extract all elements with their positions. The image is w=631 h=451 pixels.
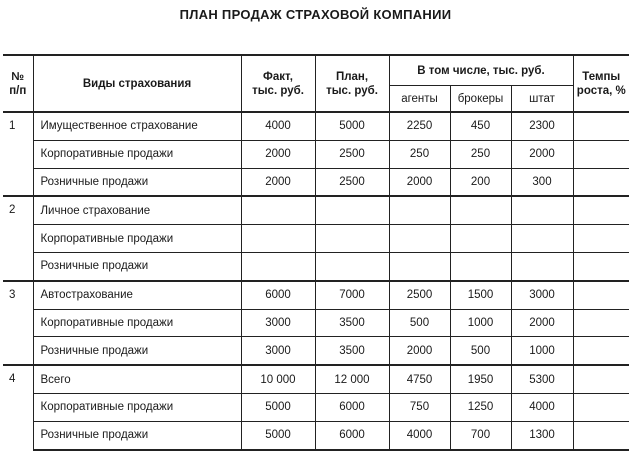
header-fact-line2: тыс. руб. xyxy=(252,84,304,97)
growth-cell xyxy=(573,281,629,309)
brokers-cell: 500 xyxy=(450,337,511,365)
fact-cell: 5000 xyxy=(241,393,315,421)
growth-cell xyxy=(573,309,629,337)
header-fact-line1: Факт, xyxy=(263,70,293,83)
plan-cell: 12 000 xyxy=(315,365,389,393)
brokers-cell: 250 xyxy=(450,140,511,168)
staff-cell: 2000 xyxy=(511,309,573,337)
fact-cell: 3000 xyxy=(241,337,315,365)
insurance-type-cell: Розничные продажи xyxy=(33,421,241,449)
agents-cell: 250 xyxy=(389,140,450,168)
fact-cell: 2000 xyxy=(241,168,315,196)
brokers-cell: 450 xyxy=(450,112,511,140)
header-plan-line2: тыс. руб. xyxy=(326,84,378,97)
fact-cell: 2000 xyxy=(241,140,315,168)
header-number-line2: п/п xyxy=(9,84,27,97)
staff-cell: 5300 xyxy=(511,365,573,393)
table-row xyxy=(3,252,629,280)
document-title: ПЛАН ПРОДАЖ СТРАХОВОЙ КОМПАНИИ xyxy=(179,7,452,22)
staff-cell: 4000 xyxy=(511,393,573,421)
sales-plan-table xyxy=(3,54,629,451)
brokers-cell: 1950 xyxy=(450,365,511,393)
plan-cell: 2500 xyxy=(315,168,389,196)
staff-cell: 300 xyxy=(511,168,573,196)
growth-cell xyxy=(573,168,629,196)
growth-cell xyxy=(573,225,629,253)
table-row xyxy=(3,140,629,168)
brokers-cell: 200 xyxy=(450,168,511,196)
plan-cell: 7000 xyxy=(315,281,389,309)
plan-cell xyxy=(315,196,389,224)
insurance-type-cell: Личное страхование xyxy=(33,196,241,224)
insurance-type-cell: Розничные продажи xyxy=(33,168,241,196)
plan-cell: 6000 xyxy=(315,421,389,449)
agents-cell xyxy=(389,225,450,253)
header-number xyxy=(3,55,33,112)
row-number: 1 xyxy=(3,112,33,196)
fact-cell: 5000 xyxy=(241,421,315,449)
fact-cell xyxy=(241,252,315,280)
brokers-cell xyxy=(450,225,511,253)
growth-cell xyxy=(573,112,629,140)
table-row xyxy=(3,168,629,196)
fact-cell: 6000 xyxy=(241,281,315,309)
staff-cell xyxy=(511,196,573,224)
brokers-cell: 1500 xyxy=(450,281,511,309)
growth-cell xyxy=(573,337,629,365)
insurance-type-cell: Всего xyxy=(33,365,241,393)
insurance-type-cell: Корпоративные продажи xyxy=(33,393,241,421)
staff-cell: 2300 xyxy=(511,112,573,140)
brokers-cell: 1250 xyxy=(450,393,511,421)
insurance-type-cell: Корпоративные продажи xyxy=(33,309,241,337)
table-row xyxy=(3,225,629,253)
growth-cell xyxy=(573,196,629,224)
insurance-type-cell: Розничные продажи xyxy=(33,252,241,280)
plan-cell: 2500 xyxy=(315,140,389,168)
agents-cell xyxy=(389,252,450,280)
brokers-cell: 700 xyxy=(450,421,511,449)
insurance-type-cell: Корпоративные продажи xyxy=(33,225,241,253)
insurance-type-cell: Автострахование xyxy=(33,281,241,309)
brokers-cell xyxy=(450,252,511,280)
insurance-type-cell: Корпоративные продажи xyxy=(33,140,241,168)
staff-cell xyxy=(511,252,573,280)
agents-cell: 2000 xyxy=(389,168,450,196)
growth-cell xyxy=(573,421,629,449)
header-insurance-type: Виды страхования xyxy=(33,55,241,112)
fact-cell: 4000 xyxy=(241,112,315,140)
growth-cell xyxy=(573,252,629,280)
agents-cell: 2000 xyxy=(389,337,450,365)
fact-cell xyxy=(241,196,315,224)
plan-cell: 3500 xyxy=(315,309,389,337)
header-fact xyxy=(241,55,315,112)
agents-cell: 750 xyxy=(389,393,450,421)
agents-cell: 500 xyxy=(389,309,450,337)
agents-cell: 2500 xyxy=(389,281,450,309)
row-number: 4 xyxy=(3,365,33,449)
header-number-line1: № xyxy=(11,70,25,83)
table-row xyxy=(3,337,629,365)
table-body xyxy=(3,112,629,450)
header-staff: штат xyxy=(511,86,573,113)
brokers-cell xyxy=(450,196,511,224)
staff-cell: 1000 xyxy=(511,337,573,365)
table-row xyxy=(3,112,629,140)
table-row xyxy=(3,281,629,309)
growth-cell xyxy=(573,140,629,168)
staff-cell: 3000 xyxy=(511,281,573,309)
plan-cell xyxy=(315,225,389,253)
plan-cell: 5000 xyxy=(315,112,389,140)
growth-cell xyxy=(573,393,629,421)
agents-cell: 4000 xyxy=(389,421,450,449)
staff-cell xyxy=(511,225,573,253)
agents-cell: 4750 xyxy=(389,365,450,393)
row-number: 2 xyxy=(3,196,33,280)
insurance-type-cell: Имущественное страхование xyxy=(33,112,241,140)
insurance-type-cell: Розничные продажи xyxy=(33,337,241,365)
fact-cell: 3000 xyxy=(241,309,315,337)
table-row xyxy=(3,309,629,337)
row-number: 3 xyxy=(3,281,33,365)
table-row xyxy=(3,365,629,393)
header-agents: агенты xyxy=(389,86,450,113)
growth-cell xyxy=(573,365,629,393)
header-plan xyxy=(315,55,389,112)
header-growth xyxy=(573,55,629,112)
header-plan-line1: План, xyxy=(335,70,369,83)
plan-cell: 3500 xyxy=(315,337,389,365)
agents-cell: 2250 xyxy=(389,112,450,140)
header-growth-line1: Темпы xyxy=(582,70,621,83)
table-row xyxy=(3,196,629,224)
fact-cell: 10 000 xyxy=(241,365,315,393)
table-row xyxy=(3,393,629,421)
header-including: В том числе, тыс. руб. xyxy=(389,55,573,86)
fact-cell xyxy=(241,225,315,253)
agents-cell xyxy=(389,196,450,224)
plan-cell xyxy=(315,252,389,280)
header-growth-line2: роста, % xyxy=(576,84,626,97)
staff-cell: 2000 xyxy=(511,140,573,168)
header-brokers: брокеры xyxy=(450,86,511,113)
staff-cell: 1300 xyxy=(511,421,573,449)
table-row xyxy=(3,421,629,449)
plan-cell: 6000 xyxy=(315,393,389,421)
brokers-cell: 1000 xyxy=(450,309,511,337)
